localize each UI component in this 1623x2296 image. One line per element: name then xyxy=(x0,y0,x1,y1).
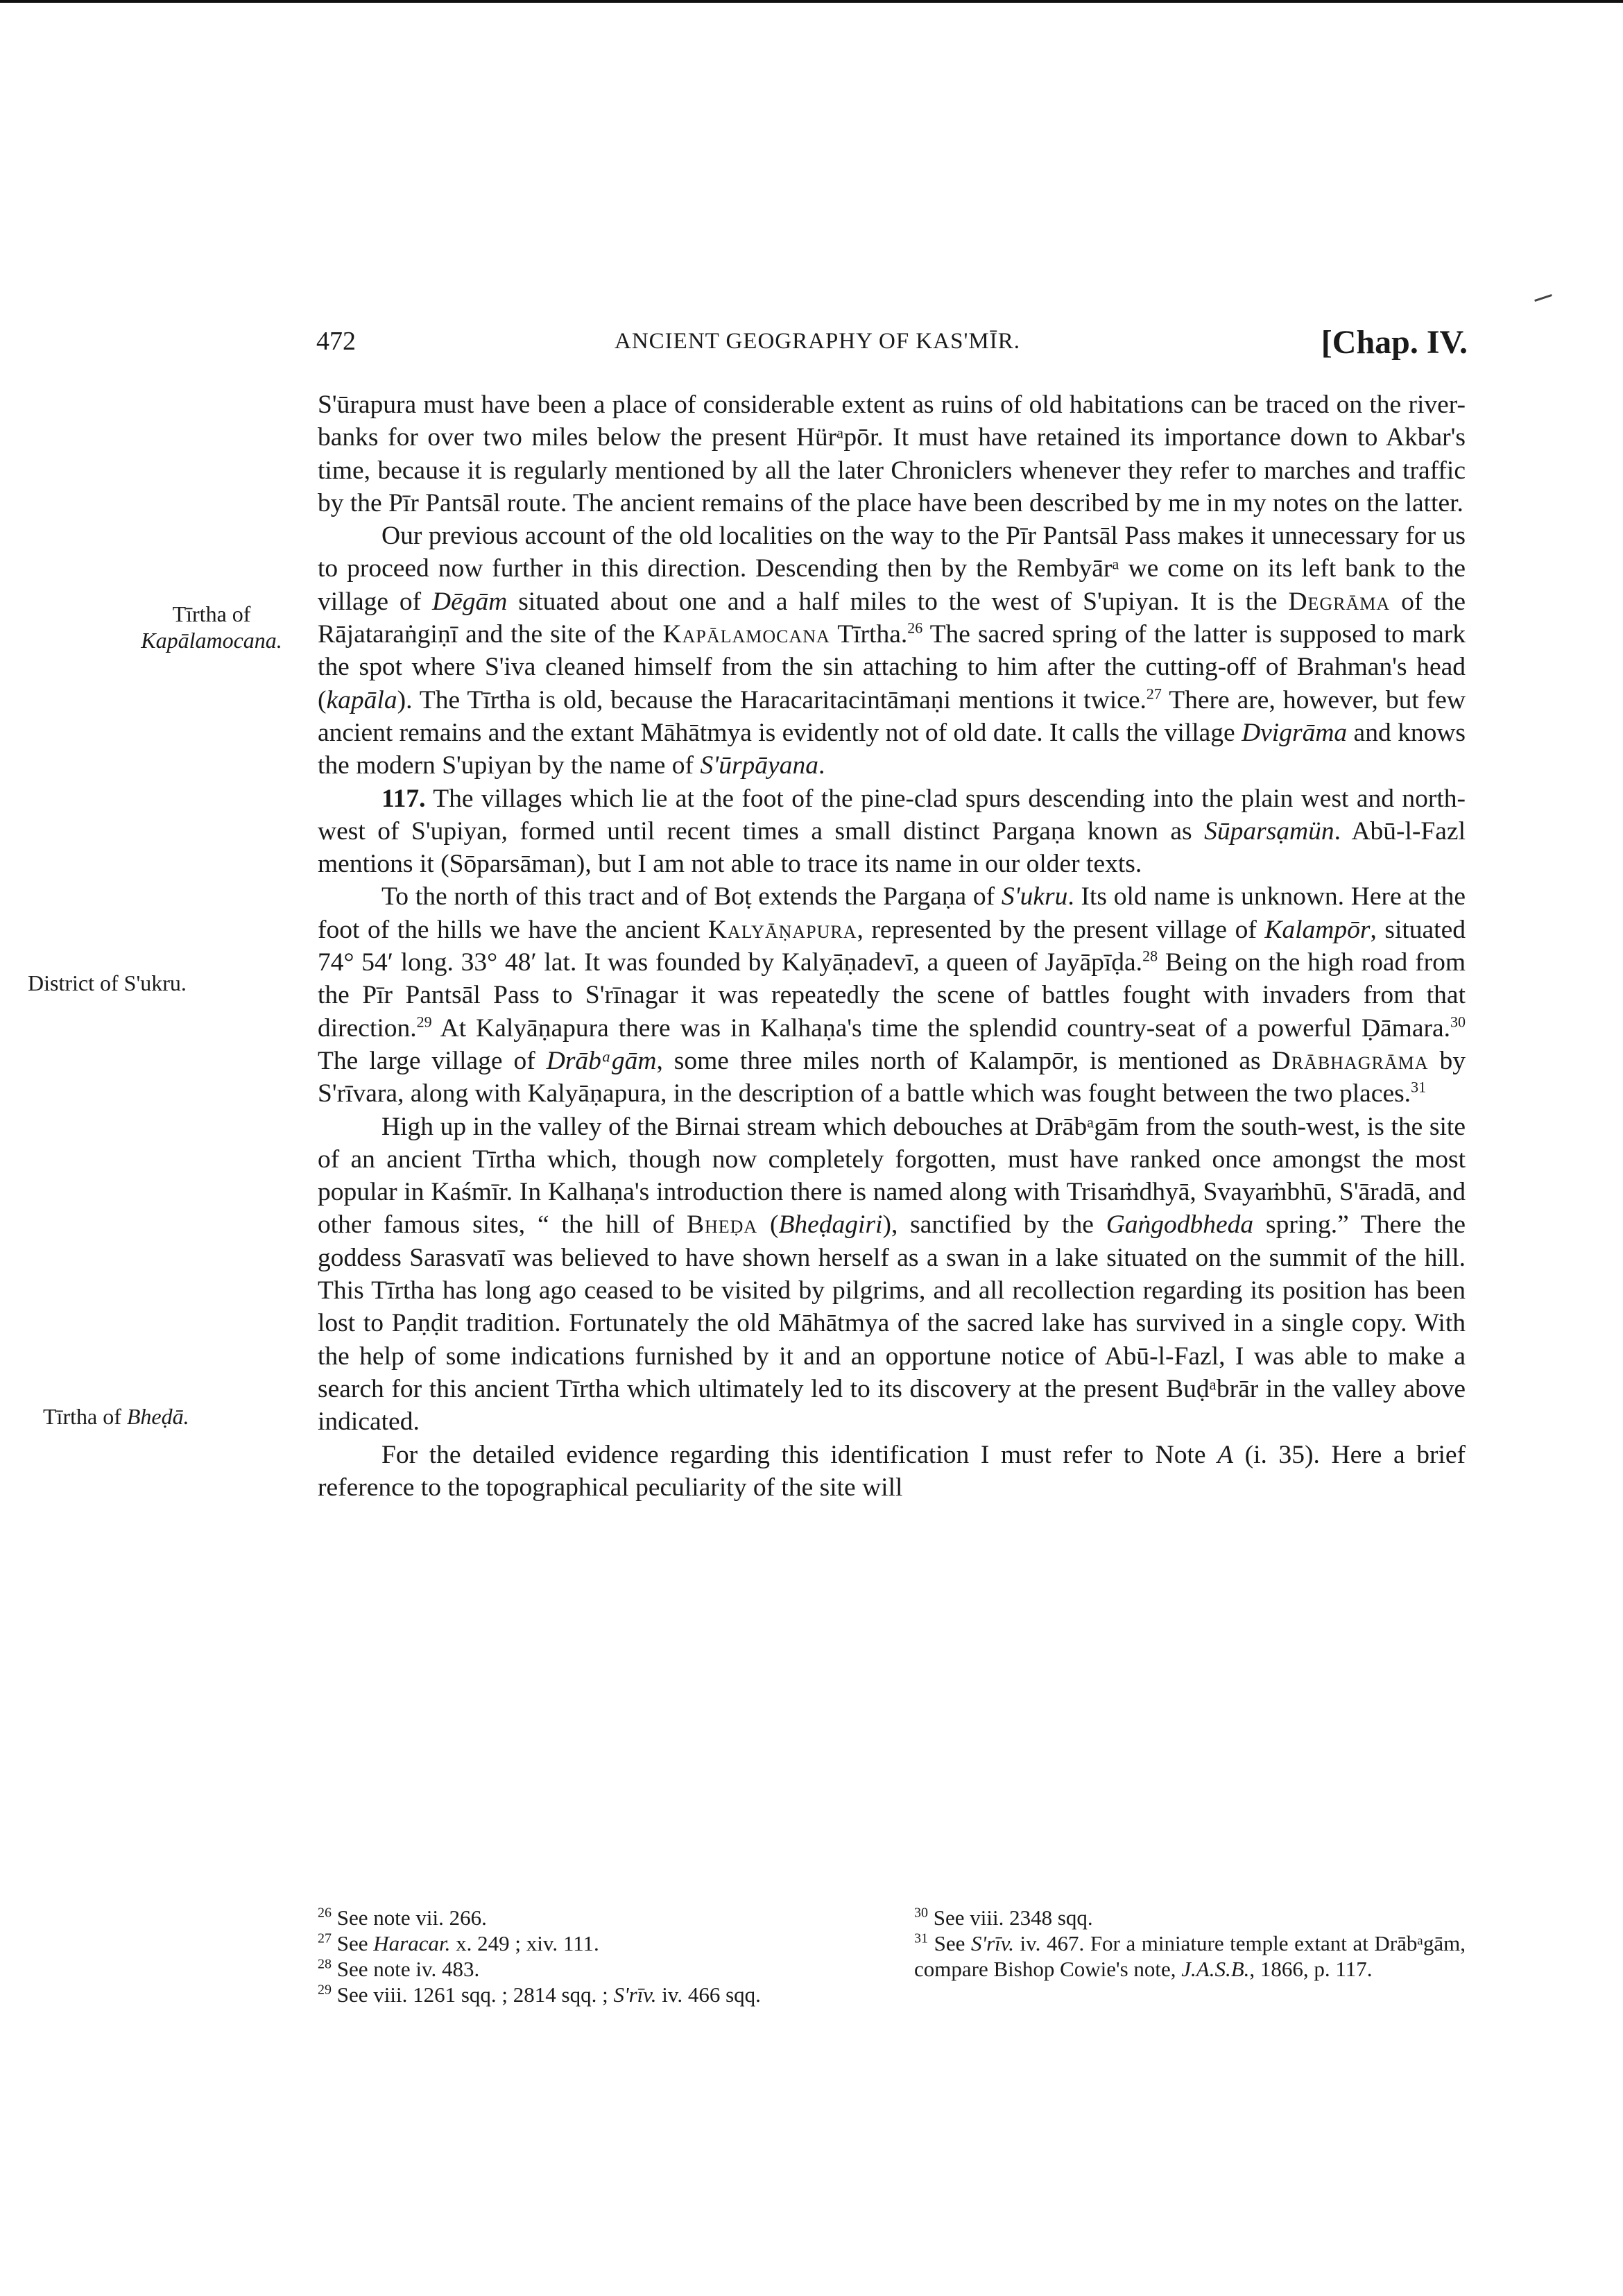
italic-term: Drābᵃgām xyxy=(546,1046,657,1075)
text-run: spring.” There the goddess Sarasvatī was believed to have shown herself as a swan in a lake situated on the summit of the hill. This Tīrtha has long ago ceased to be visited by pilgrims, and all recollection regarding its position has been lost to Paṇḍit tradition. Fortunately the old Māhātmya of the sacred lake has survived in a single copy. With the help of some indications furnished by it and an opportune notice of Abū-l-Fazl, I was able to make a search for this ancient Tīrtha which ultimately led to its discovery at the present Buḍᵃbrār in the valley above indicated. xyxy=(318,1210,1466,1437)
footnote-ref: 30 xyxy=(1450,1013,1466,1031)
text-run: of the Rājataraṅgiṇī and the site of the xyxy=(318,587,1466,649)
footnote-number: 31 xyxy=(914,1930,928,1946)
margin-note-bheda xyxy=(43,1403,307,1430)
italic-term: Kalampōr xyxy=(1264,915,1371,944)
italic-term: Sūparsạmün xyxy=(1204,816,1334,846)
footnote-ref: 27 xyxy=(1146,685,1162,703)
page-header xyxy=(316,323,1468,365)
footnote-number: 30 xyxy=(914,1905,928,1921)
running-title: ANCIENT GEOGRAPHY OF KAS'MĪR. xyxy=(615,329,1020,354)
italic-term: Dvigrāma xyxy=(1242,718,1348,747)
place-name-smallcaps: Kalyāṇapura xyxy=(707,915,857,944)
footnote-italic: S'rīv. xyxy=(613,1982,657,2007)
text-run: There are, however, but few ancient remains and the extant Māhātmya is evidently not of old date. It calls the village xyxy=(318,685,1466,747)
place-name-smallcaps: Bheḍa xyxy=(686,1210,758,1240)
text-run: High up in the valley of the Birnai stream which debouches at Drābᵃgām from the south-west, is the site of an ancient Tīrtha which, though now completely forgotten, must have ranked once amongst the most popular in Kaśmīr. In Kalhaṇa's introduction there is named along with Trisaṁdhyā, Svayaṁbhū, S'āradā, and other famous sites, “ the hill of xyxy=(318,1112,1466,1240)
footnote-number: 29 xyxy=(318,1982,332,1998)
footnote-text: See note vii. 266. xyxy=(332,1905,487,1930)
footnote-text: See viii. 2348 sqq. xyxy=(928,1905,1093,1930)
paragraph-bheda xyxy=(318,1111,1466,1439)
footnote-italic: Haracar. xyxy=(373,1931,451,1955)
text-run: At Kalyāṇapura there was in Kalhaṇa's time the splendid country-seat of a powerful Ḍāmara. xyxy=(431,1013,1450,1043)
paragraph-surapura: S'ūrapura must have been a place of considerable extent as ruins of old habitations can be traced on the river-banks for over two miles below the present Hürᵃpōr. It must have retained its importance down to Akbar's time, because it is regularly mentioned by all the later Chroniclers whenever they refer to marches and traffic by the Pīr Pantsāl route. The ancient remains of the place have been described by me in my notes on the latter. xyxy=(318,391,1466,517)
footnote-31 xyxy=(914,1930,1466,1982)
footnote-ref: 29 xyxy=(416,1013,432,1031)
footnote-text: iv. 466 sqq. xyxy=(656,1982,761,2007)
italic-term: Gaṅgodbheda xyxy=(1106,1210,1254,1240)
text-run: ( xyxy=(757,1210,779,1240)
text-run: (i. 35). Here a brief reference to the topographical peculiarity of the site will xyxy=(318,1440,1466,1502)
text-run: . Its old name is unknown. Here at the foot of the hills we have the ancient xyxy=(318,882,1466,944)
text-run: , represented by the present village of xyxy=(857,915,1265,944)
footnote-number: 27 xyxy=(318,1930,332,1946)
footnote-text: See note iv. 483. xyxy=(332,1957,480,1981)
footnote-number: 28 xyxy=(318,1956,332,1972)
place-name-smallcaps: Kapālamocana xyxy=(662,620,830,649)
footnotes-left xyxy=(318,1905,873,2007)
margin-note-sukru: District of S'ukru. xyxy=(28,970,187,995)
paragraph-number: 117. xyxy=(381,784,426,813)
footnote-italic: S'rīv. xyxy=(970,1931,1014,1955)
text-run: , situated 74° 54′ long. 33° 48′ lat. It was founded by Kalyāṇadevī, a queen of Jayāpīḍa. xyxy=(318,915,1466,977)
text-run: ), sanctified by the xyxy=(882,1210,1106,1240)
italic-term: Bheḍagiri xyxy=(778,1210,883,1240)
footnote-number: 26 xyxy=(318,1905,332,1921)
text-run: ). The Tīrtha is old, because the Haracaritacintāmaṇi mentions it twice. xyxy=(397,685,1147,714)
text-run: by S'rīvara, along with Kalyāṇapura, in the description of a battle which was fought between the two places. xyxy=(318,1046,1466,1108)
text-run: For the detailed evidence regarding this identification I must refer to Note xyxy=(381,1440,1218,1469)
footnote-text: See xyxy=(928,1931,971,1955)
page-top-edge xyxy=(0,0,1623,3)
text-run: To the north of this tract and of Boṭ extends the Pargaṇa of xyxy=(381,882,1002,911)
footnote-text: , 1866, p. 117. xyxy=(1249,1957,1373,1981)
text-run: The large village of xyxy=(318,1046,547,1075)
footnote-text: iv. 467. For a miniature temple extant at Drābᵃgām, compare Bishop Cowie's note, xyxy=(914,1931,1466,1981)
footnote-30 xyxy=(914,1905,1466,1930)
paragraph-identification xyxy=(318,1439,1466,1505)
footnote-ref: 31 xyxy=(1411,1078,1427,1096)
page-number: 472 xyxy=(316,327,356,356)
italic-term: S'ukru xyxy=(1001,882,1068,911)
footnote-28 xyxy=(318,1956,873,1982)
footnotes-right xyxy=(914,1905,1466,1982)
text-run: . Abū-l-Fazl mentions it (Sōparsāman), but I am not able to trace its name in our older texts. xyxy=(318,816,1466,879)
footnote-29 xyxy=(318,1982,873,2007)
paragraph-sukru xyxy=(318,880,1466,1110)
margin-note-kapalamocana xyxy=(132,601,291,653)
body-text xyxy=(318,388,1466,1504)
margin-note-italic: Bheḍā. xyxy=(126,1404,189,1429)
footnote-26 xyxy=(318,1905,873,1930)
paragraph-117 xyxy=(318,782,1466,881)
text-run: . xyxy=(818,751,825,780)
footnote-text: See viii. 1261 sqq. ; 2814 sqq. ; xyxy=(332,1982,614,2007)
italic-term: S'ūrpāyana xyxy=(700,751,818,780)
margin-note-line-italic: Kapālamocana. xyxy=(141,628,282,653)
italic-term: kapāla xyxy=(326,685,397,714)
text-run: The villages which lie at the foot of the pine-clad spurs descending into the plain west and north-west of S'upiyan, formed until recent times a small distinct Pargaṇa known as xyxy=(318,784,1466,846)
place-name: Dēgām xyxy=(432,587,508,616)
text-run: Our previous account of the old localities on the way to the Pīr Pantsāl Pass makes it unnecessary for us to proceed now further in this direction. Descending then by the Rembyārᵃ we come on its left bank to the village of xyxy=(318,522,1466,616)
text-run: Being on the high road from the Pīr Pantsāl Pass to S'rīnagar it was repeatedly the scene of battles fought with invaders from that direction. xyxy=(318,948,1466,1043)
margin-note-line: Tīrtha of xyxy=(172,601,251,626)
place-name-smallcaps: Degrāma xyxy=(1288,587,1391,616)
footnote-text: x. 249 ; xiv. 111. xyxy=(450,1931,599,1955)
margin-note-prefix: Tīrtha of xyxy=(43,1404,127,1429)
text-run: , some three miles north of Kalampōr, is mentioned as xyxy=(656,1046,1272,1075)
stray-mark xyxy=(1534,294,1552,302)
text-run: situated about one and a half miles to the west of S'upiyan. It is the xyxy=(507,587,1289,616)
paragraph-kapalamocana xyxy=(318,520,1466,782)
footnote-text: See xyxy=(332,1931,374,1955)
text-run: Tīrtha. xyxy=(830,620,908,649)
chapter-label: [Chap. IV. xyxy=(1321,324,1468,361)
footnote-italic: J.A.S.B. xyxy=(1181,1957,1250,1981)
footnote-ref: 26 xyxy=(907,619,923,637)
footnote-ref: 28 xyxy=(1142,947,1158,965)
text-run: and knows the modern S'upiyan by the name of xyxy=(318,718,1466,780)
footnote-27 xyxy=(318,1930,873,1956)
text-run: The sacred spring of the latter is supposed to mark the spot where S'iva cleaned himself from the sin attaching to him after the cutting-off of Brahman's head ( xyxy=(318,620,1466,714)
italic-term: A xyxy=(1217,1440,1234,1469)
place-name-smallcaps: Drābhagrāma xyxy=(1271,1046,1429,1075)
